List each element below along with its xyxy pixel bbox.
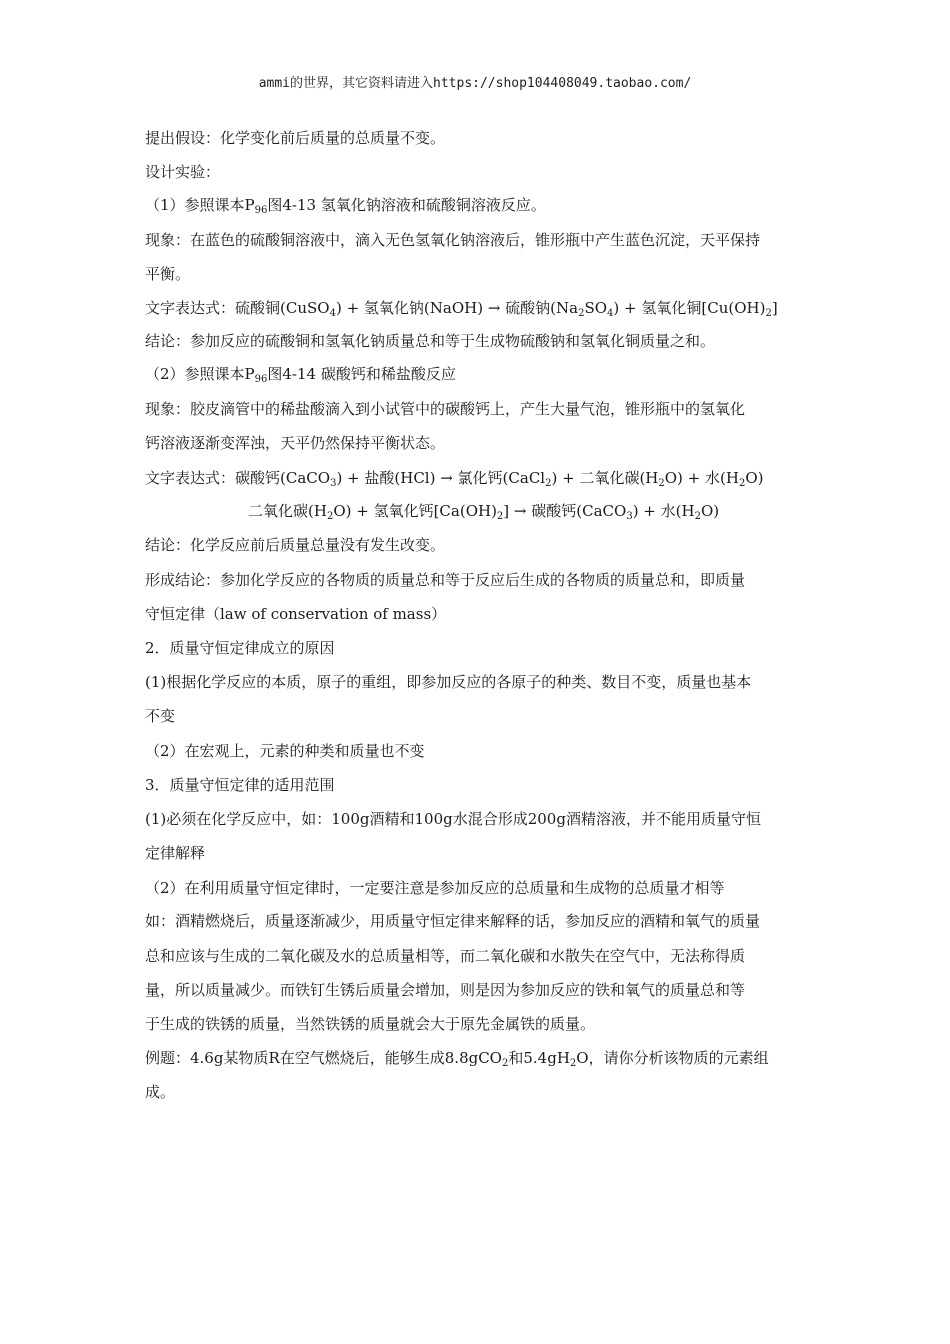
scope-2-line-b: 如：酒精燃烧后，质量逐渐减少，用质量守恒定律来解释的话，参加反应的酒精和氧气的质量 [145, 912, 761, 930]
text-span: 图4-13 氢氧化钠溶液和硫酸铜溶液反应。 [267, 196, 546, 214]
scope-1-line-a: (1)必须在化学反应中，如：100g酒精和100g水混合形成200g酒精溶液，并不能用质量守恒 [145, 810, 761, 828]
subscript: 2 [326, 511, 334, 522]
page-header[interactable]: ammi的世界，其它资料请进入https://shop104408049.taobao.com/ [258, 76, 692, 91]
text-span: ) + 氢氧化铜[Cu(OH) [613, 299, 766, 317]
text-span: O) + 水(H [664, 469, 739, 487]
text-span: 和5.4gH [508, 1049, 570, 1067]
text-span: ) + 氢氧化钠(NaOH) → 硫酸钠(Na [335, 299, 579, 317]
subscript: 96 [254, 374, 268, 385]
text-span: 文字表达式：硫酸铜(CuSO [145, 299, 330, 317]
subscript: 2 [545, 478, 552, 489]
subscript: 4 [329, 308, 336, 319]
conclusion-2: 结论：化学反应前后质量总量没有发生改变。 [145, 536, 446, 554]
subscript: 2 [738, 478, 746, 489]
reason-1-line-a: (1)根据化学反应的本质，原子的重组，即参加反应的各原子的种类、数目不变，质量也基本 [145, 673, 752, 691]
experiment-1-line [145, 195, 810, 215]
scope-2-line-a: （2）在利用质量守恒定律时，一定要注意是参加反应的总质量和生成物的总质量才相等 [145, 879, 725, 897]
subscript: 2 [496, 511, 504, 522]
experiment-2-line [145, 364, 810, 384]
text-span: ) + 水(H [632, 502, 695, 520]
text-span: ] [771, 299, 778, 317]
text-span: 例题：4.6g某物质R在空气燃烧后，能够生成8.8gCO [145, 1049, 502, 1067]
formed-conclusion-b: 守恒定律（law of conservation of mass） [145, 605, 447, 623]
phenomenon-1-line-b: 平衡。 [145, 265, 191, 283]
word-equation-1 [145, 298, 810, 318]
text-span: O) [745, 469, 764, 487]
subscript: 2 [569, 1058, 577, 1069]
reason-1-line-b: 不变 [145, 707, 176, 725]
text-span: （2）参照课本P [145, 365, 255, 383]
subscript: 3 [626, 511, 633, 522]
text-span: 二氧化碳(H [248, 502, 327, 520]
subscript: 2 [578, 308, 585, 319]
text-span: （1）参照课本P [145, 196, 255, 214]
formed-conclusion-a: 形成结论：参加化学反应的各物质的质量总和等于反应后生成的各物质的质量总和，即质量 [145, 571, 746, 589]
subscript: 2 [501, 1058, 509, 1069]
design-experiment-heading: 设计实验： [145, 163, 221, 181]
text-span: 文字表达式：碳酸钙(CaCO [145, 469, 331, 487]
reason-2: （2）在宏观上，元素的种类和质量也不变 [145, 742, 425, 760]
subscript: 96 [254, 205, 268, 216]
word-equation-2b [248, 501, 913, 521]
scope-2-line-d: 量，所以质量减少。而铁钉生锈后质量会增加，则是因为参加反应的铁和氧气的质量总和等 [145, 981, 746, 999]
text-span: 图4-14 碳酸钙和稀盐酸反应 [267, 365, 456, 383]
phenomenon-2-line-b: 钙溶液逐渐变浑浊，天平仍然保持平衡状态。 [145, 434, 446, 452]
hypothesis-line: 提出假设：化学变化前后质量的总质量不变。 [145, 129, 446, 147]
text-span: O) [700, 502, 720, 520]
subscript: 3 [330, 478, 337, 489]
section-2-heading: 2．质量守恒定律成立的原因 [145, 639, 335, 657]
text-span: ) + 二氧化碳(H [551, 469, 659, 487]
conclusion-1: 结论：参加反应的硫酸铜和氢氧化钠质量总和等于生成物硫酸钠和氢氧化铜质量之和。 [145, 332, 716, 350]
subscript: 2 [658, 478, 665, 489]
subscript: 4 [607, 308, 614, 319]
phenomenon-2-line-a: 现象：胶皮滴管中的稀盐酸滴入到小试管中的碳酸钙上，产生大量气泡，锥形瓶中的氢氧化 [145, 400, 746, 418]
text-span: ] → 碳酸钙(CaCO [503, 502, 627, 520]
word-equation-2a [145, 468, 810, 488]
example-line-a [145, 1048, 810, 1068]
example-line-b: 成。 [145, 1083, 176, 1101]
subscript: 2 [694, 511, 701, 522]
text-span: O) + 氢氧化钙[Ca(OH) [333, 502, 497, 520]
text-span: O，请你分析该物质的元素组 [576, 1049, 769, 1067]
text-span: SO [584, 299, 608, 317]
scope-1-line-b: 定律解释 [145, 844, 206, 862]
section-3-heading: 3．质量守恒定律的适用范围 [145, 776, 335, 794]
text-span: ) + 盐酸(HCl) → 氯化钙(CaCl [336, 469, 546, 487]
scope-2-line-c: 总和应该与生成的二氧化碳及水的总质量相等，而二氧化碳和水散失在空气中，无法称得质 [145, 947, 746, 965]
scope-2-line-e: 于生成的铁锈的质量，当然铁锈的质量就会大于原先金属铁的质量。 [145, 1015, 596, 1033]
subscript: 2 [765, 308, 772, 319]
phenomenon-1-line-a: 现象：在蓝色的硫酸铜溶液中，滴入无色氢氧化钠溶液后，锥形瓶中产生蓝色沉淀，天平保持 [145, 231, 761, 249]
